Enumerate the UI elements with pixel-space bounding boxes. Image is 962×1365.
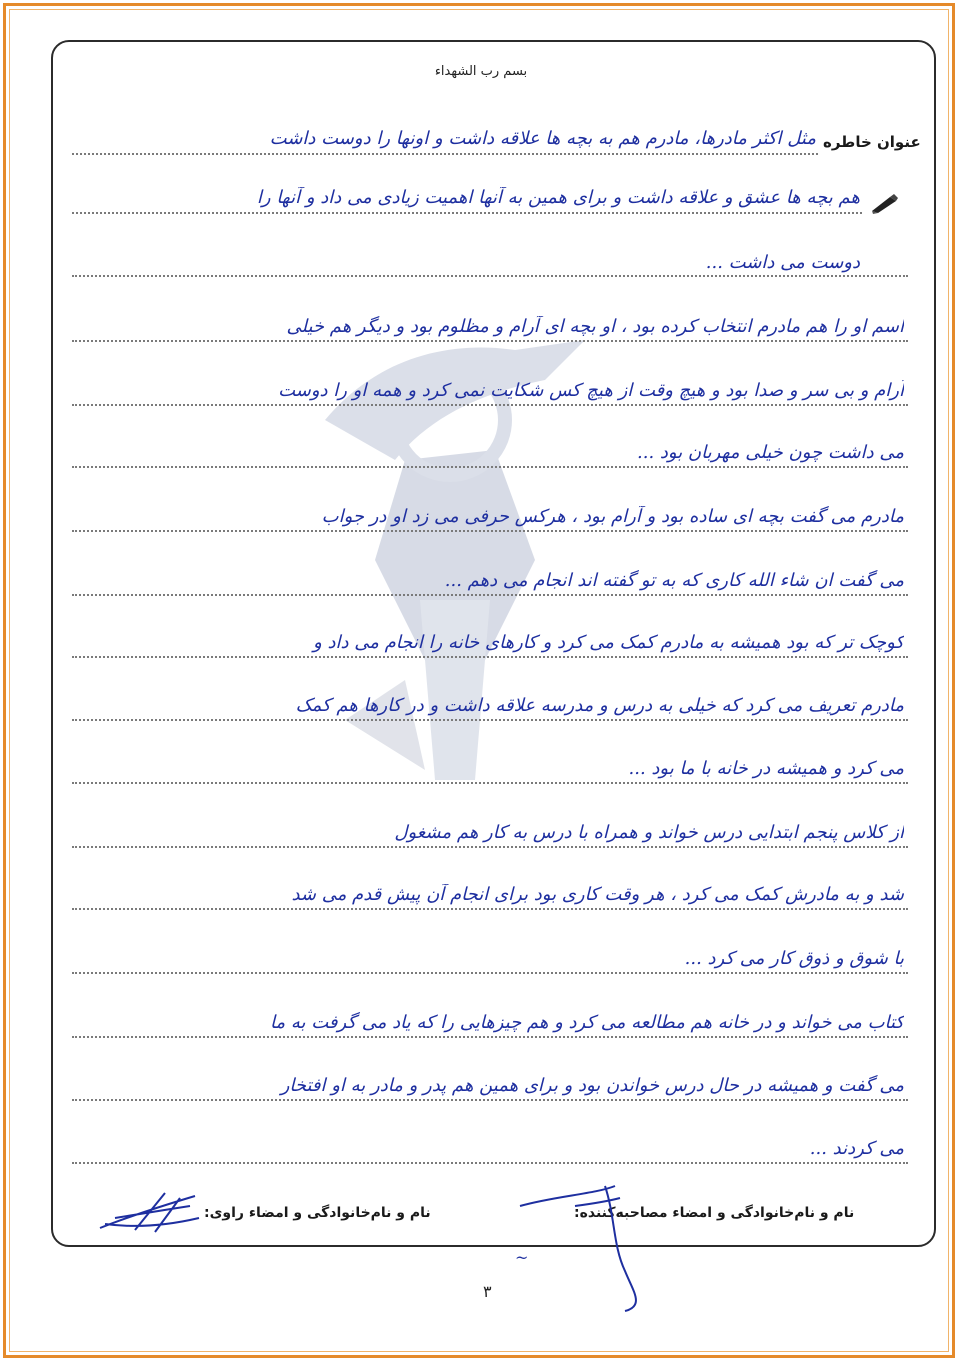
dotted-line [72,212,862,214]
handwritten-line: با شوق و ذوق کار می کرد ... [684,948,904,969]
handwritten-line: آرام و بی سر و صدا بود و هیچ وقت از هیچ کس شکایت نمی کرد و همه او را دوست [278,380,904,401]
handwritten-line: می کردند ... [809,1138,904,1159]
dotted-line [72,1036,908,1038]
dotted-line [72,1162,908,1164]
handwritten-line: شد و به مادرش کمک می کرد ، هر وقت کاری بود برای انجام آن پیش قدم می شد [291,884,904,905]
narrator-signature-label: نام و نام‌خانوادگی و امضاء راوی: [204,1205,431,1221]
dotted-line [72,719,908,721]
handwritten-line: مادرم می گفت بچه ای ساده بود و آرام بود ، هرکس حرفی می زد او در جواب [321,506,904,527]
pen-icon [870,193,900,215]
interviewer-signature [515,1176,665,1316]
dotted-line [72,275,908,277]
handwritten-line: دوست می داشت ... [705,252,860,273]
handwritten-name-scribble: ~ [515,1248,529,1267]
dotted-line [72,466,908,468]
handwritten-line: مادرم تعریف می کرد که خیلی به درس و مدرسه علاقه داشت و در کارها هم کمک [295,695,904,716]
handwritten-line: می گفت ان شاء الله کاری که به تو گفته اند انجام می دهم ... [444,570,904,591]
dotted-line [72,656,908,658]
handwritten-line: کوچک تر که بود همیشه به مادرم کمک می کرد و کارهای خانه را انجام می داد و [313,632,904,653]
dotted-line [72,782,908,784]
memoir-title-value: مثل اکثر مادرها، مادرم هم به بچه ها علاقه داشت و اونها را دوست داشت [269,128,816,149]
header-title: بسم رب الشهداء [434,64,528,79]
handwritten-line: از کلاس پنجم ابتدایی درس خواند و همراه با درس به کار هم مشغول [394,822,904,843]
handwritten-line: می گفت و همیشه در حال درس خواندن بود و برای همین هم پدر و مادر به او افتخار [280,1075,904,1096]
dotted-line [72,908,908,910]
handwritten-line: می داشت چون خیلی مهربان بود ... [637,442,904,463]
page-number: ۳ [483,1282,492,1301]
interviewer-signature-label: نام و نام‌خانوادگی و امضاء مصاحبه‌کننده: [574,1205,855,1221]
handwritten-line: اسم او را هم مادرم انتخاب کرده بود ، او بچه ای آرام و مظلوم بود و دیگر هم خیلی [286,316,904,337]
foundation-emblem-watermark [285,300,625,800]
memoir-title-label: عنوان خاطره [823,133,921,151]
dotted-line [72,530,908,532]
narrator-signature [95,1188,205,1236]
dotted-line [72,404,908,406]
dotted-line [72,594,908,596]
handwritten-line: کتاب می خواند و در خانه هم مطالعه می کرد و هم چیزهایی را که یاد می گرفت به ما [270,1012,904,1033]
title-dotted-line [72,153,818,155]
handwritten-line: می کرد و همیشه در خانه با ما بود ... [628,758,904,779]
dotted-line [72,1099,908,1101]
dotted-line [72,846,908,848]
dotted-line [72,972,908,974]
handwritten-line: هم بچه ها عشق و علاقه داشت و برای همین به آنها اهمیت زیادی می داد و آنها را [256,187,860,208]
dotted-line [72,340,908,342]
